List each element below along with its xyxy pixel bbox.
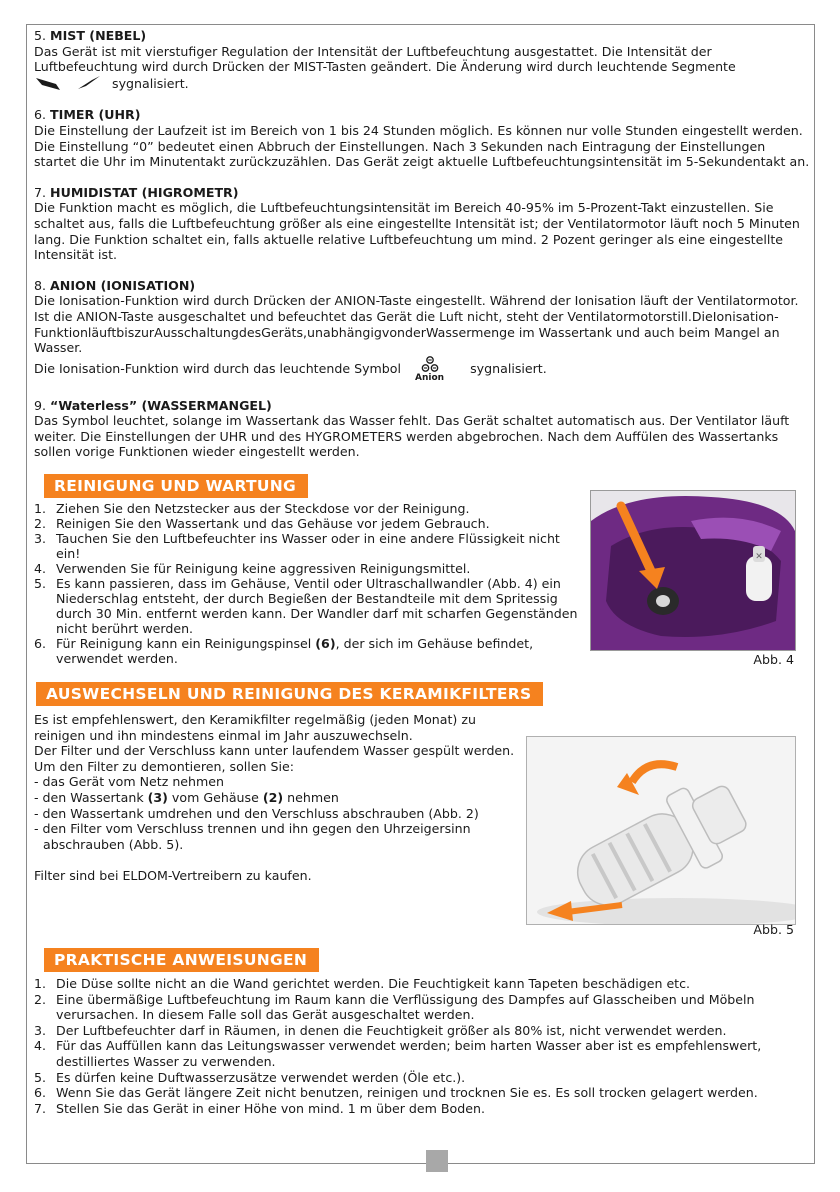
list-item: 1. Ziehen Sie den Netzstecker aus der Steckdose vor der Reinigung. [34,501,470,517]
page-number-box [426,1150,448,1172]
section-title: 6. TIMER (UHR) [34,107,141,123]
list-item: 5. Es dürfen keine Duftwasserzusätze verwendet werden (Öle etc.). [34,1069,466,1085]
filter-photo [526,736,796,925]
segment-icon [34,75,104,95]
list-item: 6. Wenn Sie das Gerät längere Zeit nicht benutzen, reinigen und trocknen Sie es. Es soll trocken gelagert werden. [34,1085,758,1101]
section-mist [34,28,810,94]
section-name: MIST (NEBEL) [50,28,147,43]
figure-caption: Abb. 4 [753,652,794,668]
list-item: 2. Eine übermäßige Luftbefeuchtung im Raum kann die Verflüssigung des Dampfes auf Glasscheiben und Möbeln verursachen. In diesem Falle soll das Gerät ausgeschaltet werden. [34,991,755,1023]
praktisch-block [34,948,810,1116]
section-text: Die Funktion macht es möglich, die Luftbefeuchtungsintensität im Bereich 40-95% im 5-Prozent-Takt einzustellen. Sie schaltet aus, falls die Luftbefeuchtung größer als eine eingestellte Intensität ist; der Ventilatormotor läuft noch 5 Minuten lang. Die Funktion schaltet ein, falls aktuelle relative Luftbefeuchtung um mind. 2 Pozent geringer als eine eingestellte Intensität ist. [34,200,800,263]
section-humidistat [34,185,810,263]
page-content [34,28,810,1116]
section-text: Die Ionisation-Funktion wird durch Drücken der ANION-Taste eingestellt. Während der Ionisation läuft der Ventilatormotor. Ist die ANION-Taste ausgeschaltet und befeuchtet das Gerät die Luft nicht, steht der Ventilatormotorstill.DieIonisation-FunktionläuftbiszurAusschaltungdesGeräts,unabhängigvonderWassermenge im Wassertank und auch beim Mangel an Wasser. [34,293,799,356]
section-name: HUMIDISTAT (HIGROMETR) [50,184,239,200]
section-title: 9. “Waterless” (WASSERMANGEL) [34,397,272,413]
section-text: Das Gerät ist mit vierstufiger Regulation der Intensität der Luftbefeuchtung ausgestattet. Die Intensität der Luftbefeuchtung wird durch Drücken der MIST-Tasten geändert. Die Änderung wird durch leuchtende Segmente sygnalisiert. [34,44,810,95]
section-title: 5. MIST (NEBEL) [34,28,147,43]
section-text: Die Einstellung der Laufzeit ist im Bereich von 1 bis 24 Stunden möglich. Es können nur volle Stunden eingestellt werden. Die Einstellung “0” bedeutet einen Abbruch der Einstellungen. Nach 3 Sekunden nach Eintragung der Einstellungen startet die Uhr im Minutentakt zurückzuzählen. Das Gerät zeigt aktuelle Luftbefeuchtungsintensität im 5-Sekundentakt an. [34,122,810,170]
humidifier-photo [590,490,796,651]
reinigung-heading: REINIGUNG UND WARTUNG [44,474,308,498]
reinigung-list [34,501,584,666]
section-anion [34,278,810,383]
list-item: 1. Die Düse sollte nicht an die Wand gerichtet werden. Die Feuchtigkeit kann Tapeten beschädigen etc. [34,976,691,992]
figure-caption: Abb. 5 [753,922,794,938]
section-waterless [34,398,810,460]
section-timer [34,107,810,169]
list-item: 6. Für Reinigung kann ein Reinigungspinsel (6), der sich im Gehäuse befindet, verwendet werden. [34,636,534,667]
keramik-text: Es ist empfehlenswert, den Keramikfilter regelmäßig (jeden Monat) zu reinigen und ihn mindestens einmal im Jahr auszuwechseln. Der Filter und der Verschluss kann unter laufendem Wasser gespült werden. Um den Filter zu demontieren, sollen Sie: - das Gerät vom Netz nehmen - den Wassertank (3) vom Gehäuse (2) nehmen - den Wassertank umdrehen und den Verschluss abschrauben (Abb. 2) - den Filter vom Verschluss trennen und ihn gegen den Uhrzeigersinn abschrauben (Abb. 5). Filter sind bei ELDOM-Vertreibern zu kaufen. [34,712,515,884]
reinigung-block [34,474,810,682]
section-name: ANION (IONISATION) [50,277,196,293]
section-name: TIMER (UHR) [50,107,141,123]
section-text: Das Symbol leuchtet, solange im Wassertank das Wasser fehlt. Das Gerät schaltet automatisch aus. Der Ventilator läuft weiter. Die Einstellungen der UHR und des HYGROMETERS werden abgebrochen. Nach dem Auffülen des Wassertanks sollen vorige Funktionen wieder eingestellt werden. [34,413,790,460]
list-item: 2. Reinigen Sie den Wassertank und das Gehäuse vor jedem Gebrauch. [34,516,490,532]
list-item: 5. Es kann passieren, dass im Gehäuse, Ventil oder Ultraschallwandler (Abb. 4) ein Niederschlag entsteht, der durch Begießen der Bestandteile mit dem Spritessig durch 30 Min. entfernt werden kann. Der Wandler darf mit scharfen Gegenständen nicht berührt werden. [34,576,578,637]
section-name: “Waterless” (WASSERMANGEL) [50,397,272,413]
list-item: 4. Verwenden Sie für Reinigung keine aggressiven Reinigungsmittel. [34,561,471,577]
list-item: 3. Der Luftbefeuchter darf in Räumen, in denen die Feuchtigkeit größer als 80% ist, nicht verwendet werden. [34,1022,727,1038]
keramik-heading: AUSWECHSELN UND REINIGUNG DES KERAMIKFILTERS [36,682,543,706]
section-text: Die Ionisation-Funktion wird durch das leuchtende Symbol Anion sygnalisiert. [34,356,810,383]
praktisch-heading: PRAKTISCHE ANWEISUNGEN [44,948,319,972]
anion-label: Anion [415,372,445,383]
list-item: 7. Stellen Sie das Gerät in einer Höhe von mind. 1 m über dem Boden. [34,1100,485,1116]
praktisch-list [34,976,810,1116]
anion-icon [415,356,444,383]
svg-text:✕: ✕ [755,552,763,563]
section-title: 7. HUMIDISTAT (HIGROMETR) [34,184,239,200]
list-item: 3. Tauchen Sie den Luftbefeuchter ins Wasser oder in eine andere Flüssigkeit nicht ein! [34,531,560,562]
list-item: 4. Für das Auffüllen kann das Leitungswasser verwendet werden; beim harten Wasser aber ist es empfehlenswert, destilliertes Wasser zu verwenden. [34,1038,762,1070]
section-title: 8. ANION (IONISATION) [34,277,196,293]
keramik-block [34,682,810,948]
